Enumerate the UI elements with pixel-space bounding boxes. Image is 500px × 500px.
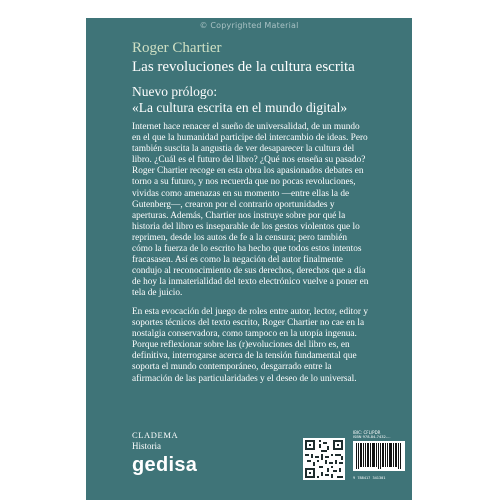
blurb-line: también suscita la angustia de ver desaparecer la cultura del [132, 144, 355, 155]
blurb-line: definitiva, interrogarse acerca de la tensión fundamental que [132, 351, 357, 362]
blurb-line: Roger Chartier recoge en esta obra los apasionados debates en [132, 166, 364, 177]
book-back-cover [86, 18, 412, 500]
collection-name: CLADEMA [132, 430, 179, 440]
isbn-barcode [353, 430, 405, 486]
blurb-line: Porque reflexionar sobre las (r)evoluciones del libro es, en [132, 340, 350, 351]
blurb-line: historia del libro es inseparable de los gestos violentos que lo [132, 221, 360, 232]
prologue-heading [132, 84, 347, 116]
barcode-number: 9 788417 341301 [353, 476, 386, 480]
prologue-label: Nuevo prólogo: [132, 84, 218, 99]
qr-code-icon [303, 438, 345, 480]
series-name: Historia [132, 441, 161, 451]
blurb-line: reprimen, desde los autos de fe a la censura; pero también [132, 232, 348, 243]
blurb-line: aperturas. Además, Chartier nos instruye sobre por qué la [132, 210, 346, 221]
prologue-title: «La cultura escrita en el mundo digital» [132, 100, 348, 115]
ibic-code: IBIC: CFL/PDR [353, 430, 381, 435]
blurb-paragraph-2 [132, 307, 380, 385]
blurb-line: En esta evocación del juego de roles entre autor, lector, editor y [132, 307, 368, 317]
blurb-line: torno a su futuro, y nos recuerda que no pocas revoluciones, [132, 177, 356, 188]
publisher-logo: gedisa [132, 454, 198, 476]
blurb-line: fracasasen. Así es como la negación del autor finalmente [132, 255, 343, 266]
blurb-line: de hoy la inmaterialidad del texto electrónico vuelve a poner en [132, 277, 369, 288]
blurb-line: soporta el mundo contemporáneo, desgarrado entre la [132, 362, 332, 373]
blurb-line: en el que la humanidad participe del intercambio de ideas. Pero [132, 133, 368, 144]
blurb-line: libro. ¿Cuál es el futuro del libro? ¿Qué nos enseña su pasado? [132, 155, 366, 166]
isbn-label: ISBN 978-84-7432-... [353, 435, 391, 439]
blurb-line: vividas como amenazas en su momento —entre ellas la de [132, 188, 350, 199]
blurb-line: Internet hace renacer el sueño de universalidad, de un mundo [132, 122, 360, 132]
author-name: Roger Chartier [132, 40, 222, 56]
blurb-line: afirmación de las particularidades y el deseo de lo universal. [132, 373, 357, 384]
barcode-icon [353, 441, 405, 471]
blurb-line: Gutenberg—, crearon por el contrario oportunidades y [132, 199, 335, 210]
book-title: Las revoluciones de la cultura escrita [132, 59, 355, 75]
collection-imprint [132, 430, 178, 452]
blurb-line: nostalgia conservadora, como tampoco en la utopía ingenua. [132, 329, 357, 340]
blurb-line: tela de juicio. [132, 288, 183, 299]
blurb-line: condujo al reconocimiento de sus derechos, derechos que a día [132, 266, 366, 277]
blurb-line: cómo la fuerza de lo escrito ha hecho que todos estos intentos [132, 244, 362, 255]
copyright-watermark: © Copyrighted Material [199, 21, 299, 30]
blurb-line: soportes técnicos del texto escrito, Roger Chartier no cae en la [132, 318, 365, 329]
blurb-paragraph-1 [132, 122, 380, 300]
